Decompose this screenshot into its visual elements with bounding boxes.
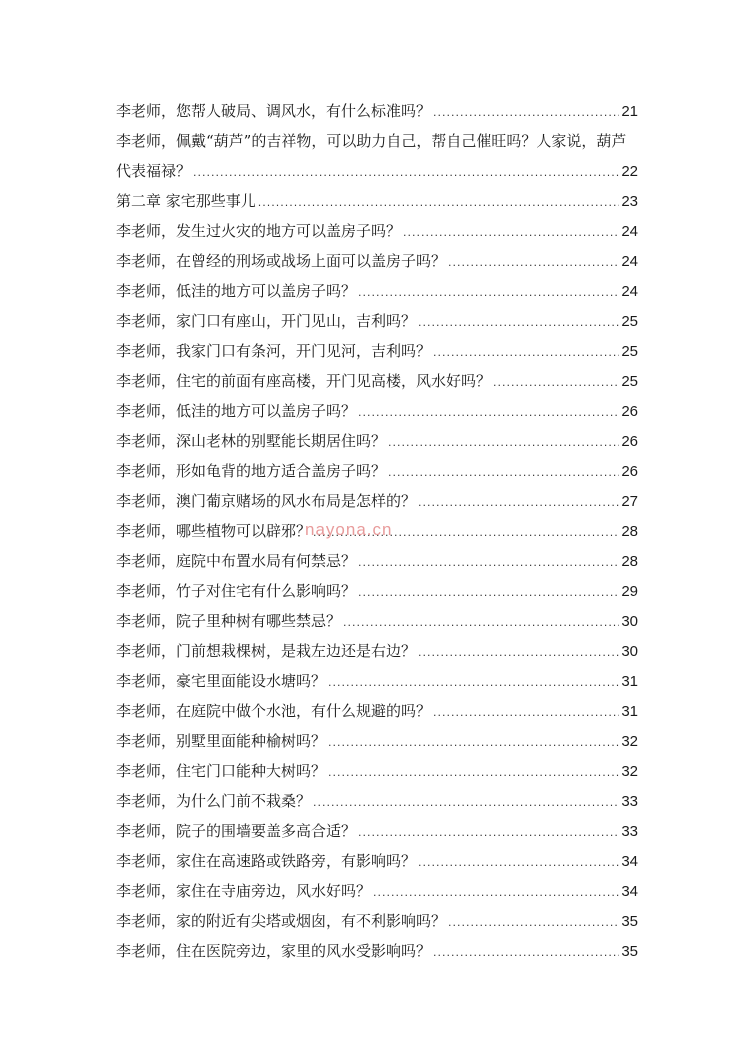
toc-page-number: 32 [621,733,638,750]
toc-dot-leader [418,488,619,518]
toc-entry-title: 李老师，发生过火灾的地方可以盖房子吗？ [116,222,402,240]
toc-page-number: 33 [621,823,638,840]
toc-entry-title: 李老师，住宅的前面有座高楼，开门见高楼，风水好吗？ [116,372,492,390]
toc-page-number: 26 [621,463,638,480]
toc-page-number: 25 [621,343,638,360]
toc-entry-title: 李老师，竹子对住宅有什么影响吗？ [116,582,357,600]
toc-entry-title: 李老师，院子里种树有哪些禁忌？ [116,612,342,630]
toc-entry[interactable] [116,666,638,696]
toc-entry-title: 李老师，家住在高速路或铁路旁，有影响吗？ [116,852,417,870]
toc-entry-title: 李老师，别墅里面能种榆树吗？ [116,732,327,750]
toc-entry-title: 李老师，住在医院旁边，家里的风水受影响吗？ [116,942,432,960]
toc-entry-title: 李老师，庭院中布置水局有何禁忌？ [116,552,357,570]
toc-dot-leader [193,158,619,188]
toc-entry[interactable] [116,606,638,636]
toc-entry[interactable] [116,216,638,246]
toc-entry-title: 李老师，在曾经的刑场或战场上面可以盖房子吗？ [116,252,447,270]
toc-entry[interactable] [116,546,638,576]
toc-entry[interactable] [116,636,638,666]
toc-page-number: 33 [621,793,638,810]
toc-dot-leader [313,788,619,818]
toc-page-number: 34 [621,883,638,900]
toc-page-number: 24 [621,223,638,240]
toc-entry[interactable] [116,276,638,306]
toc-entry[interactable] [116,336,638,366]
toc-dot-leader [418,308,619,338]
toc-page-number: 21 [621,103,638,120]
toc-page-number: 23 [621,193,638,210]
toc-entry-title: 李老师，豪宅里面能设水塘吗？ [116,672,327,690]
toc-entry[interactable] [116,756,638,786]
toc-dot-leader [388,458,619,488]
toc-entry[interactable] [116,156,638,186]
toc-dot-leader [418,638,619,668]
toc-dot-leader [328,728,619,758]
toc-entry-title: 李老师，佩戴“葫芦”的吉祥物，可以助力自己，帮自己催旺吗？人家说，葫芦 [116,132,627,150]
toc-entry-title: 李老师，您帮人破局、调风水，有什么标准吗？ [116,102,432,120]
toc-entry[interactable] [116,906,638,936]
toc-dot-leader [448,248,619,278]
toc-entry[interactable] [116,426,638,456]
toc-page-number: 24 [621,253,638,270]
toc-page-number: 29 [621,583,638,600]
toc-page-number: 28 [621,523,638,540]
toc-dot-leader [388,428,619,458]
toc-page-number: 28 [621,553,638,570]
toc-page-number: 31 [621,703,638,720]
toc-entry-title: 李老师，低洼的地方可以盖房子吗？ [116,402,357,420]
toc-page-number: 30 [621,613,638,630]
toc-dot-leader [433,698,619,728]
toc-page-number: 31 [621,673,638,690]
toc-entry-title: 李老师，门前想栽棵树，是栽左边还是右边？ [116,642,417,660]
toc-entry-title: 李老师，哪些植物可以辟邪？ [116,522,312,540]
toc-entry[interactable] [116,876,638,906]
toc-page-number: 25 [621,373,638,390]
toc-entry-title: 李老师，低洼的地方可以盖房子吗？ [116,282,357,300]
toc-entry[interactable] [116,846,638,876]
toc-dot-leader [433,938,619,968]
toc-dot-leader [418,848,619,878]
toc-dot-leader [358,818,619,848]
toc-dot-leader [358,278,619,308]
toc-page-number: 32 [621,763,638,780]
toc-entry[interactable] [116,126,638,156]
toc-entry[interactable] [116,456,638,486]
toc-entry-title: 李老师，院子的围墙要盖多高合适？ [116,822,357,840]
toc-dot-leader [493,368,619,398]
watermark: nayona.cn [305,520,393,539]
toc-dot-leader [328,758,619,788]
toc-page-number: 26 [621,433,638,450]
toc-page-number: 27 [621,493,638,510]
toc-entry-title: 李老师，家住在寺庙旁边，风水好吗？ [116,882,372,900]
toc-chapter-entry[interactable] [116,186,638,216]
toc-entry-title: 李老师，住宅门口能种大树吗？ [116,762,327,780]
toc-dot-leader [403,218,619,248]
toc-dot-leader [258,188,620,218]
toc-entry[interactable] [116,936,638,966]
toc-entry-title: 代表福禄？ [116,162,192,180]
toc-entry-title: 李老师，我家门口有条河，开门见河，吉利吗？ [116,342,432,360]
toc-entry[interactable] [116,726,638,756]
toc-dot-leader [343,608,619,638]
toc-entry-title: 李老师，为什么门前不栽桑？ [116,792,312,810]
toc-entry[interactable] [116,246,638,276]
toc-page-number: 24 [621,283,638,300]
toc-entry[interactable] [116,816,638,846]
toc-entry-title: 李老师，在庭院中做个水池，有什么规避的吗？ [116,702,432,720]
toc-dot-leader [373,878,619,908]
toc-entry[interactable] [116,366,638,396]
toc-dot-leader [433,338,619,368]
toc-entry[interactable] [116,96,638,126]
toc-page-number: 30 [621,643,638,660]
toc-entry[interactable] [116,786,638,816]
toc-entry-title: 李老师，家门口有座山，开门见山，吉利吗？ [116,312,417,330]
toc-page-number: 25 [621,313,638,330]
toc-page-number: 35 [621,943,638,960]
toc-entry[interactable] [116,396,638,426]
toc-entry-title: 李老师，深山老林的别墅能长期居住吗？ [116,432,387,450]
toc-entry-title: 李老师，澳门葡京赌场的风水布局是怎样的？ [116,492,417,510]
toc-dot-leader [358,578,619,608]
toc-dot-leader [358,548,619,578]
toc-page-number: 35 [621,913,638,930]
toc-entry-title: 李老师，形如龟背的地方适合盖房子吗？ [116,462,387,480]
toc-entry[interactable] [116,696,638,726]
toc-entry[interactable] [116,306,638,336]
toc-dot-leader [433,98,619,128]
toc-entry-title: 李老师，家的附近有尖塔或烟囱，有不利影响吗？ [116,912,447,930]
toc-entry[interactable] [116,486,638,516]
toc-page-number: 34 [621,853,638,870]
toc-entry[interactable] [116,576,638,606]
toc-chapter-title: 第二章 家宅那些事儿 [116,192,256,210]
toc-dot-leader [328,668,619,698]
toc-dot-leader [358,398,619,428]
toc-page-number: 26 [621,403,638,420]
toc-dot-leader [448,908,619,938]
toc-page-number: 22 [621,163,638,180]
